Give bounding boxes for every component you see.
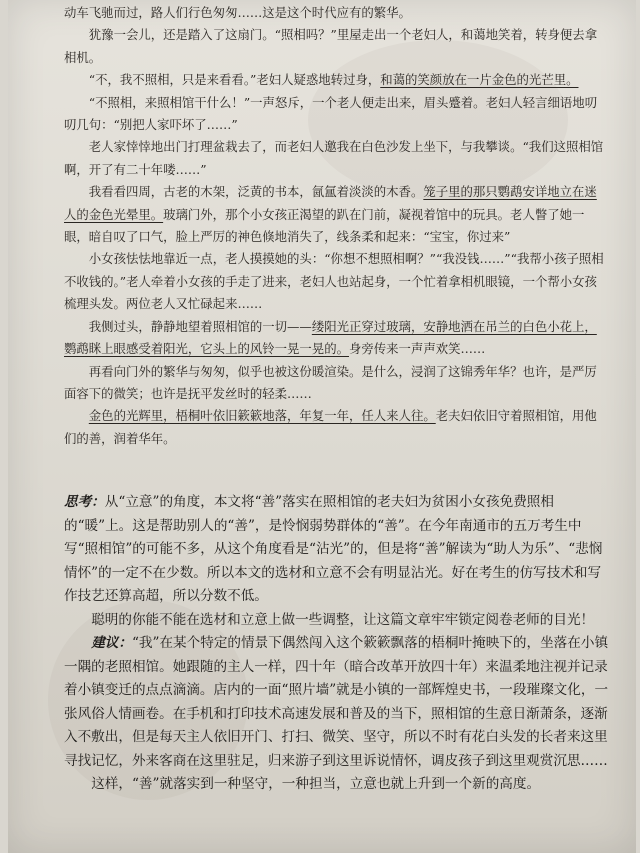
underlined-sentence: 金色的光辉里，梧桐叶依旧簌簌地落，年复一年，任人来人往。: [88, 408, 436, 424]
suggestion-paragraph: [64, 632, 609, 773]
suggestion-label: 建议：: [91, 635, 132, 651]
essay-paragraph: 再看向门外的繁华与匆匆，似乎也被这份暖渲染。是什么，浸润了这锦秀年华？也许，是严厉面容下的微笑；也许是抚平发丝时的轻柔……: [64, 363, 597, 401]
underlined-sentence: 笼子里的那只鹦鹉安详地立在迷人的金色光晕里。: [64, 184, 597, 222]
essay-paragraph: [64, 181, 604, 248]
essay-paragraph: [64, 405, 604, 450]
essay-text: 我看看四周，古老的木架，泛黄的书本，氤氲着淡淡的木香。: [88, 184, 424, 200]
essay-text: 玻璃门外，那个小女孩正渴望的趴在门前，凝视着馆中的玩具。老人瞥了她一眼，暗自叹了口气，脸上严厉的神色倏地消失了，线条柔和起来：“宝宝，你过来”: [64, 206, 585, 245]
essay-paragraph: 犹豫一会儿，还是踏入了这扇门。“照相吗？”里屋走出一个老妇人，和蔼地笑着，转身便去拿相机。: [64, 27, 598, 65]
essay-text: 老夫妇依旧守着照相馆，用他们的善，润着华年。: [64, 408, 597, 446]
conclusion-paragraph: 这样，“善”就落实到一种坚守，一种担当，立意也就上升到一个新的高度。: [91, 776, 541, 792]
think-paragraph: [64, 491, 609, 609]
essay-body: [64, 2, 604, 450]
essay-text: 身旁传来一声声欢笑……: [348, 341, 486, 357]
essay-text: 我侧过头，静静地望着照相馆的一切——: [88, 318, 312, 334]
think-text: 从“立意”的角度，本文将“善”落实在照相馆的老夫妇为贫困小女孩免费照相的“暖”上。这是帮助别人的“善”，是怜悯弱势群体的“善”。在今年南通市的五万考生中写“照相馆”的可能不多，从这个角度看是“沾光”的，但是将“善”解读为“助人为乐”、“悲悯情怀”的一定不在少数。所以本文的选材和立意不会有明显沾光。好在考生的仿写技术和写作技艺还算高超，所以分数不低。: [64, 494, 603, 604]
essay-paragraph: 小女孩怯怯地靠近一点，老人摸摸她的头：“你想不想照相啊？”“我没钱……”“我帮小孩子照相不收钱的。”老人牵着小女孩的手走了进来，老妇人也站起身，一个忙着拿相机眼镜，一个帮小女孩梳理头发。两位老人又忙碌起来……: [64, 251, 604, 312]
essay-paragraph: [64, 316, 604, 361]
essay-paragraph: 老人家悻悻地出门打理盆栽去了，而老妇人邀我在白色沙发上坐下，与我攀谈。“我们这照相馆啊，开了有二十年喽……”: [64, 139, 604, 177]
underlined-sentence: 和蔼的笑颜放在一片金色的光芒里。: [380, 72, 579, 88]
commentary-section: [64, 491, 609, 797]
essay-paragraph: [64, 69, 604, 91]
essay-paragraph: 动车飞驰而过，路人们行色匆匆……这是这个时代应有的繁华。: [64, 5, 411, 20]
think-label: 思考：: [64, 494, 105, 510]
question-paragraph: 聪明的你能不能在选材和立意上做一些调整，让这篇文章牢牢锁定阅卷老师的目光！: [91, 611, 595, 628]
essay-text: “不，我不照相，只是来看看。”老妇人疑惑地转过身，: [88, 72, 381, 88]
suggestion-text: “我”在某个特定的情景下偶然闯入这个簌簌飘落的梧桐叶掩映下的，坐落在小镇一隅的老照相馆。她跟随的主人一样，四十年（暗合改革开放四十年）来温柔地注视并记录着小镇变迁的点点滴滴。店内的一面“照片墙”就是小镇的一部辉煌史书，一段璀璨文化，一张风俗人情画卷。在手机和打印技术高速发展和普及的当下，照相馆的生意日渐萧条，逐渐入不敷出，但是每天主人依旧开门、打扫、微笑、坚守，所以不时有花白头发的长者来这里寻找记忆，外来客商在这里驻足，归来游子到这里诉说情怀，调皮孩子到这里观赏沉思……: [64, 635, 609, 769]
essay-paragraph: “不照相，来照相馆干什么！”一声怒斥，一个老人便走出来，眉头蹙着。老妇人轻言细语地叨叨几句：“别把人家吓坏了……”: [64, 94, 598, 133]
underlined-sentence: 缕阳光正穿过玻璃，安静地洒在吊兰的白色小花上，鹦鹉眯上眼感受着阳光，它头上的风铃一晃一晃的。: [64, 318, 597, 357]
